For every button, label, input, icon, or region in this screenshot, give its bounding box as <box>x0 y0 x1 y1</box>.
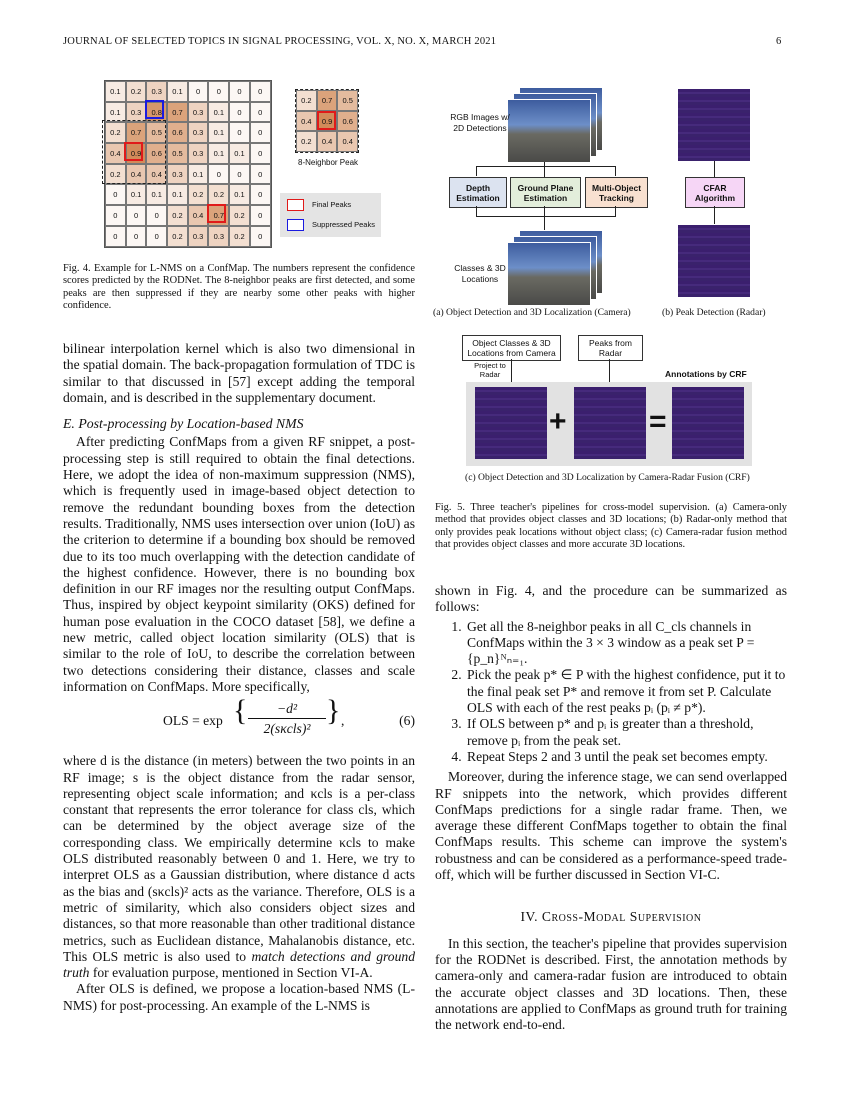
legend <box>280 193 381 237</box>
radar-peaks-image <box>574 387 646 459</box>
confmap-cell: 0.1 <box>208 102 229 123</box>
right-column <box>435 583 787 1033</box>
confmap-cell: 0 <box>105 205 126 226</box>
confmap-cell: 0.6 <box>146 143 167 164</box>
confmap-cell: 0.1 <box>188 164 209 185</box>
confmap-cell: 0.1 <box>229 143 250 164</box>
confmap-cell: 0.3 <box>188 143 209 164</box>
confmap-cell: 0.7 <box>126 122 147 143</box>
confmap-cell: 0.1 <box>167 184 188 205</box>
confmap-cell: 0.9 <box>126 143 147 164</box>
confmap-cell: 0.2 <box>229 226 250 247</box>
running-header: JOURNAL OF SELECTED TOPICS IN SIGNAL PROCESSING, VOL. X, NO. X, MARCH 2021 <box>63 36 497 47</box>
confmap-cell: 0 <box>229 164 250 185</box>
plus-icon: + <box>549 405 567 438</box>
confmap-cell: 0.6 <box>337 111 358 132</box>
confmap-cell: 0.7 <box>167 102 188 123</box>
classes-label: Classes & 3D Locations <box>454 263 506 284</box>
confmap-cell: 0 <box>250 184 271 205</box>
equals-icon: = <box>649 405 667 438</box>
confmap-cell: 0 <box>146 205 167 226</box>
radar-camera-image <box>475 387 547 459</box>
paragraph: In this section, the teacher's pipeline that provides supervision for the RODNet is described. First, the annotation methods by camera-only and camera-radar fusion are introduced to obtain the accurate object classes and 3D locations. Then, these annotations are applied to ConfMaps as ground truth for training the network end-to-end. <box>435 935 787 1033</box>
confmap-cell: 0.2 <box>167 205 188 226</box>
confmap-cell: 0.4 <box>317 131 338 152</box>
fig5-caption: Fig. 5. Three teacher's pipelines for cross-model supervision. (a) Camera-only method that provides object classes and 3D locations; (b) Radar-only method that only provides peak locations without object class; (c) Camera-radar fusion method that provides object classes and more accurate 3D locations. <box>435 502 787 550</box>
confmap-cell: 0.5 <box>146 122 167 143</box>
confmap-cell: 0.2 <box>208 184 229 205</box>
left-column <box>63 341 415 1014</box>
confmap-cell: 0 <box>250 122 271 143</box>
confmap-cell: 0.2 <box>296 90 317 111</box>
confmap-cell: 0.4 <box>337 131 358 152</box>
step: 1. Get all the 8-neighbor peaks in all C_cls channels in ConfMaps within the 3 × 3 window as a peak set P = {p_n}ᴺₙ₌₁. <box>465 619 787 668</box>
confmap-cell: 0.4 <box>126 164 147 185</box>
confmap-cell: 0.2 <box>167 226 188 247</box>
confmap-cell: 0 <box>208 81 229 102</box>
confmap-cell: 0.1 <box>208 143 229 164</box>
confmap-cell: 0.3 <box>126 102 147 123</box>
camera-box: Object Classes & 3D Locations from Camera <box>462 335 561 361</box>
section-heading: IV. Cross-Modal Supervision <box>520 909 702 925</box>
confmap-cell: 0.2 <box>229 205 250 226</box>
confmap-cell: 0.2 <box>105 164 126 185</box>
page-number: 6 <box>776 36 782 47</box>
confmap-cell: 0 <box>146 226 167 247</box>
neighbor-peak-label: 8-Neighbor Peak <box>298 158 359 167</box>
confmap-cell: 0.4 <box>105 143 126 164</box>
confmap-cell: 0 <box>250 226 271 247</box>
confmap-cell: 0.4 <box>296 111 317 132</box>
cfar-box: CFAR Algorithm <box>685 177 745 208</box>
confmap-cell: 0 <box>250 205 271 226</box>
confmap-cell: 0.7 <box>208 205 229 226</box>
confmap-cell: 0.3 <box>188 102 209 123</box>
ground-plane-box: Ground Plane Estimation <box>510 177 581 208</box>
confmap-cell: 0.1 <box>146 184 167 205</box>
crf-result-image <box>672 387 744 459</box>
step: 4. Repeat Steps 2 and 3 until the peak set becomes empty. <box>465 749 787 765</box>
confmap-cell: 0.2 <box>126 81 147 102</box>
confmap-cell: 0.4 <box>146 164 167 185</box>
confmap-cell: 0 <box>105 226 126 247</box>
confmap-cell: 0.3 <box>167 164 188 185</box>
confmap-cell: 0.5 <box>337 90 358 111</box>
crf-title: Annotations by CRF <box>665 369 747 379</box>
equation-denominator: 2(sκcls)² <box>263 721 311 737</box>
confmap-cell: 0.5 <box>167 143 188 164</box>
confmap-cell: 0 <box>126 226 147 247</box>
confmap-cell: 0.3 <box>146 81 167 102</box>
radar-peaks-image <box>678 225 750 297</box>
fig4-caption: Fig. 4. Example for L-NMS on a ConfMap. The numbers represent the confidence scores predicted by the RODNet. The 8-neighbor peaks are first detected, and some peaks are then suppressed if they are nearby some other peaks with higher confidence. <box>63 263 415 311</box>
confmap-cell: 0 <box>188 81 209 102</box>
lnms-steps <box>435 619 787 766</box>
confmap-cell: 0 <box>250 102 271 123</box>
confmap-cell: 0 <box>105 184 126 205</box>
project-label: Project to Radar <box>474 361 506 379</box>
confmap-cell: 0 <box>229 102 250 123</box>
final-peak-marker <box>207 204 226 223</box>
paragraph: bilinear interpolation kernel which is also two dimensional in the spatial domain. The back-propagation formulation of TDC is similar to that discussed in [57] except adding the temporal domain, and is described in the supplementary document. <box>63 341 415 405</box>
step: 2. Pick the peak p* ∈ P with the highest confidence, put it to the final peak set P* and remove it from set P. Calculate OLS with each of the rest peaks pᵢ (pᵢ ≠ p*). <box>465 667 787 716</box>
confmap-cell: 0.4 <box>188 205 209 226</box>
equation-number: (6) <box>399 713 415 729</box>
confmap-cell: 0.2 <box>105 122 126 143</box>
paragraph: Moreover, during the inference stage, we can send overlapped RF snippets into the network, which provides different ConfMaps predictions for a single radar frame. Then, we average these different ConfMaps together to obtain the final ConfMaps results. This scheme can improve the system's robustness and can be considered as a performance-speed trade-off, which will be further discussed in Section VI-C. <box>435 769 787 883</box>
confmap-cell: 0.1 <box>208 122 229 143</box>
confmap-cell: 0.1 <box>105 102 126 123</box>
confmap-cell: 0 <box>229 81 250 102</box>
paragraph: where d is the distance (in meters) between the two points in an RF image; s is the object distance from the radar sensor, representing object scale information; and κcls is a per-class constant that represents the error tolerance for class cls, which can be determined by the object average size of the corresponding class. We empirically determine κcls to make OLS distributed reasonably between 0 and 1. Here, we try to interpret OLS as a Gaussian distribution, where distance d acts as the bias and (sκcls)² acts as the variance. Therefore, OLS is a metric of similarity, which also considers object sizes and distances, so that more reasonable than other traditional distance metrics, such as Euclidean distance, Mahalanobis distance, etc. This OLS metric is also used to match detections and ground truth for evaluation purpose, mentioned in Section VI-A. <box>63 753 415 981</box>
depth-estimation-box: Depth Estimation <box>449 177 507 208</box>
final-peak-marker <box>124 142 143 161</box>
equation-numerator: −d² <box>248 701 326 718</box>
confmap-cell: 0 <box>126 205 147 226</box>
suppressed-peak-marker <box>145 100 164 119</box>
confmap-cell: 0 <box>250 143 271 164</box>
confmap-cell: 0.7 <box>317 90 338 111</box>
paragraph: After OLS is defined, we propose a location-based NMS (L-NMS) for post-processing. An example of the L-NMS is <box>63 981 415 1013</box>
confmap-cell: 0.3 <box>188 122 209 143</box>
fig5b-subcaption: (b) Peak Detection (Radar) <box>662 307 766 318</box>
confmap-cell: 0.8 <box>146 102 167 123</box>
final-peak-marker <box>317 111 336 130</box>
equation-lhs: OLS = exp <box>163 713 223 729</box>
annotated-image <box>507 242 591 306</box>
legend-suppressed: Suppressed Peaks <box>312 220 375 229</box>
paragraph: After predicting ConfMaps from a given RF snippet, a post-processing step is still required to obtain the final detections. Here, we adopt the idea of non-maximum suppression (NMS), which is frequently used in image-based object detection to remove the redundant bounding boxes from the detection results. Traditionally, NMS uses intersection over union (IoU) as the criterion to determine if a bounding box should be removed due to its too much overlapping with the detection candidate of the highest confidence. However, there is no bounding box definition in our RF images nor the resulting output ConfMaps. Thus, inspired by object keypoint similarity (OKS) defined for human pose evaluation in the COCO dataset [58], we define a new metric, called object location similarity (OLS) that is similar to the role of IoU, to describe the correlation between two detections considering their distance, classes and scale information on ConfMaps. More specifically, <box>63 434 415 694</box>
confmap-cell: 0.2 <box>188 184 209 205</box>
confmap-cell: 0.2 <box>296 131 317 152</box>
confmap-cell: 0 <box>229 122 250 143</box>
radar-image <box>678 89 750 161</box>
confmap-cell: 0.1 <box>167 81 188 102</box>
mot-box: Multi-Object Tracking <box>585 177 648 208</box>
confmap-cell: 0.1 <box>105 81 126 102</box>
confmap-cell: 0.9 <box>317 111 338 132</box>
confmap-cell: 0.1 <box>229 184 250 205</box>
rgb-image <box>507 99 591 163</box>
confmap-cell: 0.6 <box>167 122 188 143</box>
fig5a-subcaption: (a) Object Detection and 3D Localization (Camera) <box>433 307 631 318</box>
rgb-label: RGB Images w/ 2D Detections <box>450 112 510 133</box>
radar-box: Peaks from Radar <box>578 335 643 361</box>
legend-final: Final Peaks <box>312 200 352 209</box>
confmap-cell: 0 <box>208 164 229 185</box>
paragraph: shown in Fig. 4, and the procedure can be summarized as follows: <box>435 583 787 615</box>
confmap-cell: 0.3 <box>208 226 229 247</box>
equation-6: OLS = exp { −d² 2(sκcls)² } , (6) <box>163 694 415 737</box>
confmap-cell: 0 <box>250 81 271 102</box>
confmap-cell: 0.1 <box>126 184 147 205</box>
fig5c-subcaption: (c) Object Detection and 3D Localization by Camera-Radar Fusion (CRF) <box>465 472 750 483</box>
step: 3. If OLS between p* and pᵢ is greater than a threshold, remove pᵢ from the peak set. <box>465 716 787 749</box>
confmap-cell: 0 <box>250 164 271 185</box>
section-heading: E. Post-processing by Location-based NMS <box>63 416 304 432</box>
confmap-cell: 0.3 <box>188 226 209 247</box>
